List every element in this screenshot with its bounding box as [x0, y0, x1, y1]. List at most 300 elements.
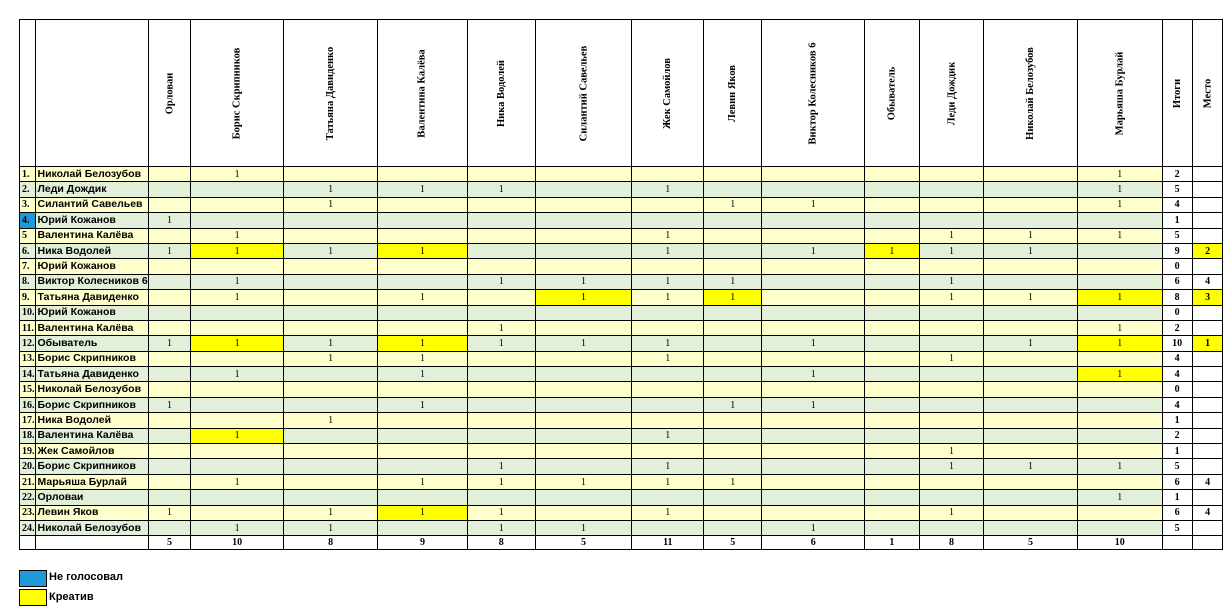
vote-cell	[984, 213, 1078, 228]
row-number: 5	[20, 228, 36, 243]
row-place	[1192, 428, 1223, 443]
vote-cell	[865, 413, 920, 428]
vote-cell: 1	[919, 459, 984, 474]
vote-cell: 1	[467, 336, 535, 351]
vote-cell	[865, 259, 920, 274]
vote-cell	[378, 413, 467, 428]
vote-cell	[148, 382, 191, 397]
column-total: 5	[984, 536, 1078, 550]
column-header-label: Татьяна Давиденко	[325, 46, 337, 140]
row-total: 8	[1162, 290, 1192, 305]
vote-cell: 1	[919, 444, 984, 459]
vote-cell: 1	[632, 351, 704, 366]
vote-cell	[865, 167, 920, 182]
legend-label-creative: Креатив	[49, 591, 94, 603]
vote-cell: 1	[283, 351, 377, 366]
vote-cell	[762, 290, 865, 305]
voting-table	[19, 19, 1223, 550]
row-place	[1192, 367, 1223, 382]
vote-cell: 1	[632, 428, 704, 443]
vote-cell: 1	[148, 243, 191, 258]
vote-cell	[865, 505, 920, 520]
vote-cell	[632, 305, 704, 320]
column-total: 5	[704, 536, 762, 550]
vote-cell	[704, 243, 762, 258]
vote-cell	[632, 167, 704, 182]
vote-cell	[762, 259, 865, 274]
vote-cell	[865, 490, 920, 505]
vote-cell	[191, 259, 284, 274]
vote-cell	[1077, 259, 1162, 274]
vote-cell	[535, 320, 632, 335]
table-row	[20, 397, 1223, 412]
vote-cell	[191, 305, 284, 320]
row-name: Татьяна Давиденко	[35, 367, 148, 382]
vote-cell: 1	[283, 243, 377, 258]
row-name: Орловаи	[35, 490, 148, 505]
table-row	[20, 228, 1223, 243]
vote-cell	[148, 367, 191, 382]
vote-cell	[704, 444, 762, 459]
row-number: 6.	[20, 243, 36, 258]
table-row	[20, 413, 1223, 428]
vote-cell	[535, 351, 632, 366]
vote-cell: 1	[1077, 336, 1162, 351]
vote-cell	[984, 274, 1078, 289]
row-place	[1192, 490, 1223, 505]
vote-cell	[148, 474, 191, 489]
row-number: 8.	[20, 274, 36, 289]
row-name: Борис Скрипников	[35, 351, 148, 366]
vote-cell	[535, 305, 632, 320]
vote-cell	[191, 490, 284, 505]
column-header	[1192, 20, 1223, 167]
table-row	[20, 305, 1223, 320]
vote-cell	[865, 382, 920, 397]
vote-cell: 1	[1077, 367, 1162, 382]
vote-cell	[467, 382, 535, 397]
vote-cell: 1	[148, 213, 191, 228]
vote-cell: 1	[535, 290, 632, 305]
vote-cell: 1	[378, 397, 467, 412]
row-name: Татьяна Давиденко	[35, 290, 148, 305]
vote-cell: 1	[762, 336, 865, 351]
vote-cell	[919, 520, 984, 535]
table-row	[20, 444, 1223, 459]
table-row	[20, 520, 1223, 535]
vote-cell	[1077, 351, 1162, 366]
row-place	[1192, 259, 1223, 274]
table-row	[20, 382, 1223, 397]
column-header-label: Обыватель	[886, 66, 898, 120]
column-header-label: Борис Скрипников	[231, 47, 243, 139]
column-header-label: Силантий Савельев	[578, 45, 590, 141]
vote-cell	[467, 367, 535, 382]
table-row	[20, 167, 1223, 182]
vote-cell	[378, 428, 467, 443]
column-header-label: Валентина Калёва	[417, 48, 429, 138]
vote-cell: 1	[191, 428, 284, 443]
vote-cell	[467, 444, 535, 459]
header-num-cell	[20, 20, 36, 167]
vote-cell: 1	[191, 520, 284, 535]
vote-cell	[1077, 213, 1162, 228]
row-total: 5	[1162, 228, 1192, 243]
vote-cell: 1	[191, 243, 284, 258]
row-total: 1	[1162, 213, 1192, 228]
vote-cell	[865, 336, 920, 351]
vote-cell	[191, 382, 284, 397]
column-total: 10	[191, 536, 284, 550]
vote-cell	[762, 428, 865, 443]
vote-cell: 1	[1077, 167, 1162, 182]
vote-cell	[535, 413, 632, 428]
row-number: 23.	[20, 505, 36, 520]
row-total: 1	[1162, 413, 1192, 428]
vote-cell: 1	[148, 397, 191, 412]
vote-cell: 1	[984, 290, 1078, 305]
vote-cell: 1	[283, 336, 377, 351]
column-header-label: Место	[1202, 78, 1214, 108]
vote-cell: 1	[535, 274, 632, 289]
vote-cell	[919, 213, 984, 228]
table-row	[20, 351, 1223, 366]
row-number: 21.	[20, 474, 36, 489]
vote-cell	[865, 182, 920, 197]
vote-cell	[467, 490, 535, 505]
vote-cell: 1	[283, 520, 377, 535]
vote-cell: 1	[984, 243, 1078, 258]
table-row	[20, 367, 1223, 382]
vote-cell: 1	[535, 474, 632, 489]
row-total: 6	[1162, 274, 1192, 289]
vote-cell: 1	[919, 351, 984, 366]
vote-cell	[632, 213, 704, 228]
vote-cell	[535, 182, 632, 197]
row-total: 2	[1162, 320, 1192, 335]
row-place: 4	[1192, 474, 1223, 489]
vote-cell	[148, 351, 191, 366]
column-header	[762, 20, 865, 167]
vote-cell: 1	[762, 520, 865, 535]
column-header	[632, 20, 704, 167]
column-total: 6	[762, 536, 865, 550]
row-number: 20.	[20, 459, 36, 474]
vote-cell: 1	[632, 474, 704, 489]
vote-cell	[535, 490, 632, 505]
vote-cell	[865, 351, 920, 366]
row-total: 4	[1162, 367, 1192, 382]
vote-cell: 1	[191, 474, 284, 489]
vote-cell	[148, 259, 191, 274]
vote-cell	[865, 428, 920, 443]
header-row	[20, 20, 1223, 167]
vote-cell: 1	[283, 182, 377, 197]
vote-cell	[762, 444, 865, 459]
legend-swatch-novote	[19, 570, 47, 587]
row-name: Марьяша Бурлай	[35, 474, 148, 489]
vote-cell	[467, 290, 535, 305]
vote-cell: 1	[467, 320, 535, 335]
vote-cell	[865, 213, 920, 228]
column-header	[865, 20, 920, 167]
row-place	[1192, 413, 1223, 428]
vote-cell	[1077, 305, 1162, 320]
vote-cell	[535, 444, 632, 459]
vote-cell	[919, 397, 984, 412]
vote-cell	[148, 182, 191, 197]
vote-cell: 1	[378, 367, 467, 382]
row-name: Николай Белозубов	[35, 382, 148, 397]
vote-cell	[984, 428, 1078, 443]
vote-cell	[762, 351, 865, 366]
vote-cell	[919, 320, 984, 335]
vote-cell: 1	[1077, 290, 1162, 305]
vote-cell	[984, 305, 1078, 320]
vote-cell	[632, 382, 704, 397]
vote-cell	[467, 397, 535, 412]
table-row	[20, 290, 1223, 305]
vote-cell	[704, 228, 762, 243]
vote-cell	[704, 213, 762, 228]
vote-cell	[865, 520, 920, 535]
vote-cell: 1	[919, 228, 984, 243]
row-name: Николай Белозубов	[35, 167, 148, 182]
vote-cell	[704, 320, 762, 335]
vote-cell	[865, 444, 920, 459]
column-header	[1077, 20, 1162, 167]
vote-cell	[984, 413, 1078, 428]
column-header-label: Итоги	[1171, 78, 1183, 108]
vote-cell	[984, 351, 1078, 366]
table-row	[20, 505, 1223, 520]
vote-cell	[535, 197, 632, 212]
vote-cell	[1077, 397, 1162, 412]
vote-cell	[467, 213, 535, 228]
vote-cell	[632, 320, 704, 335]
vote-cell	[865, 274, 920, 289]
vote-cell	[762, 274, 865, 289]
vote-cell	[704, 382, 762, 397]
vote-cell	[865, 320, 920, 335]
vote-cell	[762, 305, 865, 320]
vote-cell	[1077, 444, 1162, 459]
row-name: Левин Яков	[35, 505, 148, 520]
row-number: 17.	[20, 413, 36, 428]
row-total: 2	[1162, 167, 1192, 182]
vote-cell	[191, 320, 284, 335]
vote-cell	[762, 474, 865, 489]
row-number: 13.	[20, 351, 36, 366]
vote-cell	[148, 305, 191, 320]
vote-cell: 1	[632, 274, 704, 289]
vote-cell: 1	[467, 505, 535, 520]
vote-cell	[148, 274, 191, 289]
vote-cell	[919, 197, 984, 212]
vote-cell: 1	[191, 367, 284, 382]
vote-cell	[704, 520, 762, 535]
vote-cell	[378, 197, 467, 212]
row-place	[1192, 167, 1223, 182]
vote-cell: 1	[467, 520, 535, 535]
vote-cell	[919, 474, 984, 489]
row-total: 4	[1162, 197, 1192, 212]
vote-cell: 1	[704, 290, 762, 305]
vote-cell	[467, 167, 535, 182]
vote-cell	[283, 167, 377, 182]
vote-cell	[467, 413, 535, 428]
totals-row	[20, 536, 1223, 550]
vote-cell	[762, 490, 865, 505]
vote-cell	[535, 167, 632, 182]
vote-cell	[632, 490, 704, 505]
vote-cell	[632, 413, 704, 428]
column-header-label: Виктор Колесников 6	[807, 42, 819, 144]
vote-cell	[1077, 474, 1162, 489]
vote-cell: 1	[283, 197, 377, 212]
vote-cell	[283, 259, 377, 274]
vote-cell	[919, 259, 984, 274]
vote-cell	[378, 305, 467, 320]
column-header-label: Марьяша Бурлай	[1114, 51, 1126, 135]
vote-cell	[378, 382, 467, 397]
vote-cell	[919, 367, 984, 382]
row-total: 9	[1162, 243, 1192, 258]
column-header	[704, 20, 762, 167]
vote-cell: 1	[191, 290, 284, 305]
vote-cell	[984, 444, 1078, 459]
row-total: 5	[1162, 459, 1192, 474]
column-header-label: Жек Самойлов	[662, 57, 674, 129]
vote-cell: 1	[762, 367, 865, 382]
legend-swatch-creative	[19, 589, 47, 606]
row-name: Обыватель	[35, 336, 148, 351]
row-total: 6	[1162, 505, 1192, 520]
vote-cell	[762, 182, 865, 197]
row-number: 18.	[20, 428, 36, 443]
vote-cell	[762, 320, 865, 335]
row-number: 22.	[20, 490, 36, 505]
vote-cell	[148, 413, 191, 428]
vote-cell	[191, 351, 284, 366]
vote-cell: 1	[1077, 228, 1162, 243]
row-place: 2	[1192, 243, 1223, 258]
vote-cell	[984, 520, 1078, 535]
row-name: Борис Скрипников	[35, 397, 148, 412]
vote-cell: 1	[919, 505, 984, 520]
row-total: 4	[1162, 397, 1192, 412]
vote-cell: 1	[1077, 197, 1162, 212]
row-name: Силантий Савельев	[35, 197, 148, 212]
vote-cell	[865, 197, 920, 212]
vote-cell	[148, 490, 191, 505]
vote-cell: 1	[762, 397, 865, 412]
vote-cell: 1	[762, 197, 865, 212]
vote-cell	[535, 259, 632, 274]
vote-cell	[704, 351, 762, 366]
vote-cell	[191, 197, 284, 212]
vote-cell: 1	[1077, 490, 1162, 505]
vote-cell	[191, 505, 284, 520]
vote-cell: 1	[704, 397, 762, 412]
vote-cell	[467, 351, 535, 366]
row-total: 0	[1162, 259, 1192, 274]
vote-cell	[984, 197, 1078, 212]
row-place: 1	[1192, 336, 1223, 351]
vote-cell	[283, 305, 377, 320]
row-place	[1192, 197, 1223, 212]
row-name: Валентина Калёва	[35, 320, 148, 335]
vote-cell	[535, 243, 632, 258]
row-number: 9.	[20, 290, 36, 305]
column-header	[984, 20, 1078, 167]
vote-cell: 1	[191, 228, 284, 243]
vote-cell: 1	[378, 505, 467, 520]
vote-cell: 1	[919, 243, 984, 258]
vote-cell	[1077, 520, 1162, 535]
vote-cell	[148, 520, 191, 535]
vote-cell: 1	[704, 474, 762, 489]
vote-cell	[378, 259, 467, 274]
vote-cell	[283, 428, 377, 443]
vote-cell	[919, 428, 984, 443]
vote-cell	[762, 505, 865, 520]
row-number: 15.	[20, 382, 36, 397]
vote-cell	[378, 320, 467, 335]
vote-cell: 1	[148, 505, 191, 520]
vote-cell	[148, 197, 191, 212]
vote-cell: 1	[148, 336, 191, 351]
vote-cell	[632, 520, 704, 535]
row-name: Борис Скрипников	[35, 459, 148, 474]
column-header	[467, 20, 535, 167]
row-total: 0	[1162, 305, 1192, 320]
vote-cell	[283, 397, 377, 412]
row-number: 2.	[20, 182, 36, 197]
vote-cell	[467, 228, 535, 243]
vote-cell	[632, 259, 704, 274]
vote-cell: 1	[535, 336, 632, 351]
vote-cell: 1	[191, 274, 284, 289]
row-number: 3.	[20, 197, 36, 212]
vote-cell	[865, 459, 920, 474]
table-row	[20, 320, 1223, 335]
row-total: 5	[1162, 182, 1192, 197]
row-number: 11.	[20, 320, 36, 335]
row-place: 4	[1192, 505, 1223, 520]
vote-cell: 1	[378, 290, 467, 305]
vote-cell	[865, 367, 920, 382]
vote-cell: 1	[535, 520, 632, 535]
vote-cell	[283, 474, 377, 489]
vote-cell	[535, 228, 632, 243]
vote-cell	[704, 428, 762, 443]
vote-cell	[378, 490, 467, 505]
vote-cell	[919, 167, 984, 182]
vote-cell	[865, 474, 920, 489]
table-row	[20, 428, 1223, 443]
column-header	[1162, 20, 1192, 167]
vote-cell	[984, 382, 1078, 397]
vote-cell	[378, 274, 467, 289]
vote-cell	[1077, 413, 1162, 428]
vote-cell	[148, 290, 191, 305]
vote-cell	[704, 367, 762, 382]
vote-cell	[762, 167, 865, 182]
table-row	[20, 197, 1223, 212]
column-total: 8	[919, 536, 984, 550]
row-place	[1192, 320, 1223, 335]
